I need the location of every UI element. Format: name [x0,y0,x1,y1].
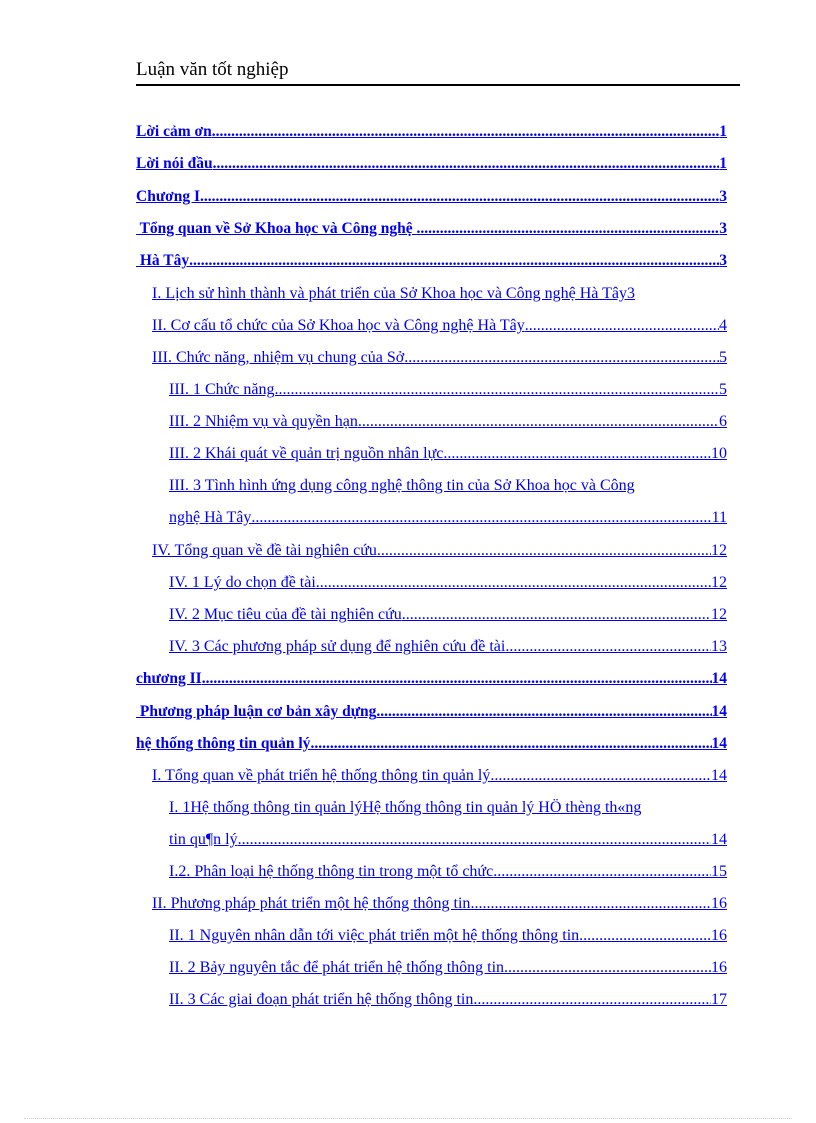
toc-link-tong-quan-de-tai[interactable]: IV. Tổng quan về đề tài nghiên cứu ..... 12 [152,539,727,563]
toc-link-ha-tay[interactable]: Hà Tây ..... 3 [136,249,727,273]
toc-link-chuong-1[interactable]: Chương I ..... 3 [136,185,727,209]
document-title: Luận văn tốt nghiệp [136,59,289,80]
toc-link-chuc-nang-nhiem-vu[interactable]: III. Chức năng, nhiệm vụ chung của Sở ..... 5 [152,346,727,370]
page-header [136,58,740,86]
toc-link-ung-dung-cntt-cont[interactable]: nghệ Hà Tây ..... 11 [169,506,727,530]
toc-link-phan-loai-httt[interactable]: I.2. Phân loại hệ thống thông tin trong một tổ chức ..... 15 [169,860,727,884]
toc-link-tong-quan-so-khcn[interactable]: Tổng quan về Sở Khoa học và Công nghệ ..... 3 [136,217,727,241]
toc-link-co-cau-to-chuc[interactable]: II. Cơ cấu tổ chức của Sở Khoa học và Công nghệ Hà Tây ..... 4 [152,314,727,338]
toc-link-nguyen-nhan[interactable]: II. 1 Nguyên nhân dẫn tới việc phát triển một hệ thống thông tin ..... 16 [169,924,727,948]
toc-link-lich-su-hinh-thanh[interactable]: I. Lịch sử hình thành và phát triển của Sở Khoa học và Công nghệ Hà Tây 3 [152,285,635,302]
toc-link-loi-cam-on[interactable]: Lời cảm ơn ..... 1 [136,120,727,144]
toc-link-httt-quan-ly-1-cont[interactable]: tin qu¶n lý ..... 14 [169,828,727,852]
toc-link-nhiem-vu-quyen-han[interactable]: III. 2 Nhiệm vụ và quyền hạn ..... 6 [169,410,727,434]
toc-link-giai-doan-phat-trien[interactable]: II. 3 Các giai đoạn phát triển hệ thống thông tin ..... 17 [169,988,727,1012]
toc-link-httt-quan-ly[interactable]: hệ thống thông tin quản lý ..... 14 [136,732,727,756]
toc-link-bay-nguyen-tac[interactable]: II. 2 Bảy nguyên tắc để phát triển hệ thống thông tin. ..... 16 [169,956,727,980]
toc-link-chuong-2[interactable]: chương II ..... 14 [136,667,727,691]
page-bottom-rule [24,1118,792,1119]
toc-link-ung-dung-cntt[interactable]: III. 3 Tình hình ứng dụng công nghệ thông tin của Sở Khoa học và Công [169,477,635,494]
toc-link-quan-tri-nhan-luc[interactable]: III. 2 Khái quát về quản trị nguồn nhân lực ..... 10 [169,442,727,466]
toc-link-phuong-phap-nghien-cuu[interactable]: IV. 3 Các phương pháp sử dụng để nghiên cứu đề tài ..... 13 [169,635,727,659]
toc-link-phuong-phap-luan[interactable]: Phương pháp luận cơ bản xây dựng ..... 14 [136,700,727,724]
toc-link-chuc-nang[interactable]: III. 1 Chức năng ..... 5 [169,378,727,402]
toc-link-httt-quan-ly-1[interactable]: I. 1Hệ thống thông tin quản lýHệ thống thông tin quản lý HÖ thèng th«ng [169,799,642,816]
toc-link-tong-quan-phat-trien-httt[interactable]: I. Tổng quan về phát triển hệ thống thông tin quản lý ..... 14 [152,764,727,788]
toc-link-ly-do-chon-de-tai[interactable]: IV. 1 Lý do chọn đề tài ..... 12 [169,571,727,595]
toc-link-phuong-phap-phat-trien[interactable]: II. Phương pháp phát triển một hệ thống thông tin ..... 16 [152,892,727,916]
toc-link-loi-noi-dau[interactable]: Lời nói đầu ..... 1 [136,152,727,176]
toc-link-muc-tieu-de-tai[interactable]: IV. 2 Mục tiêu của đề tài nghiên cứu ..... 12 [169,603,727,627]
